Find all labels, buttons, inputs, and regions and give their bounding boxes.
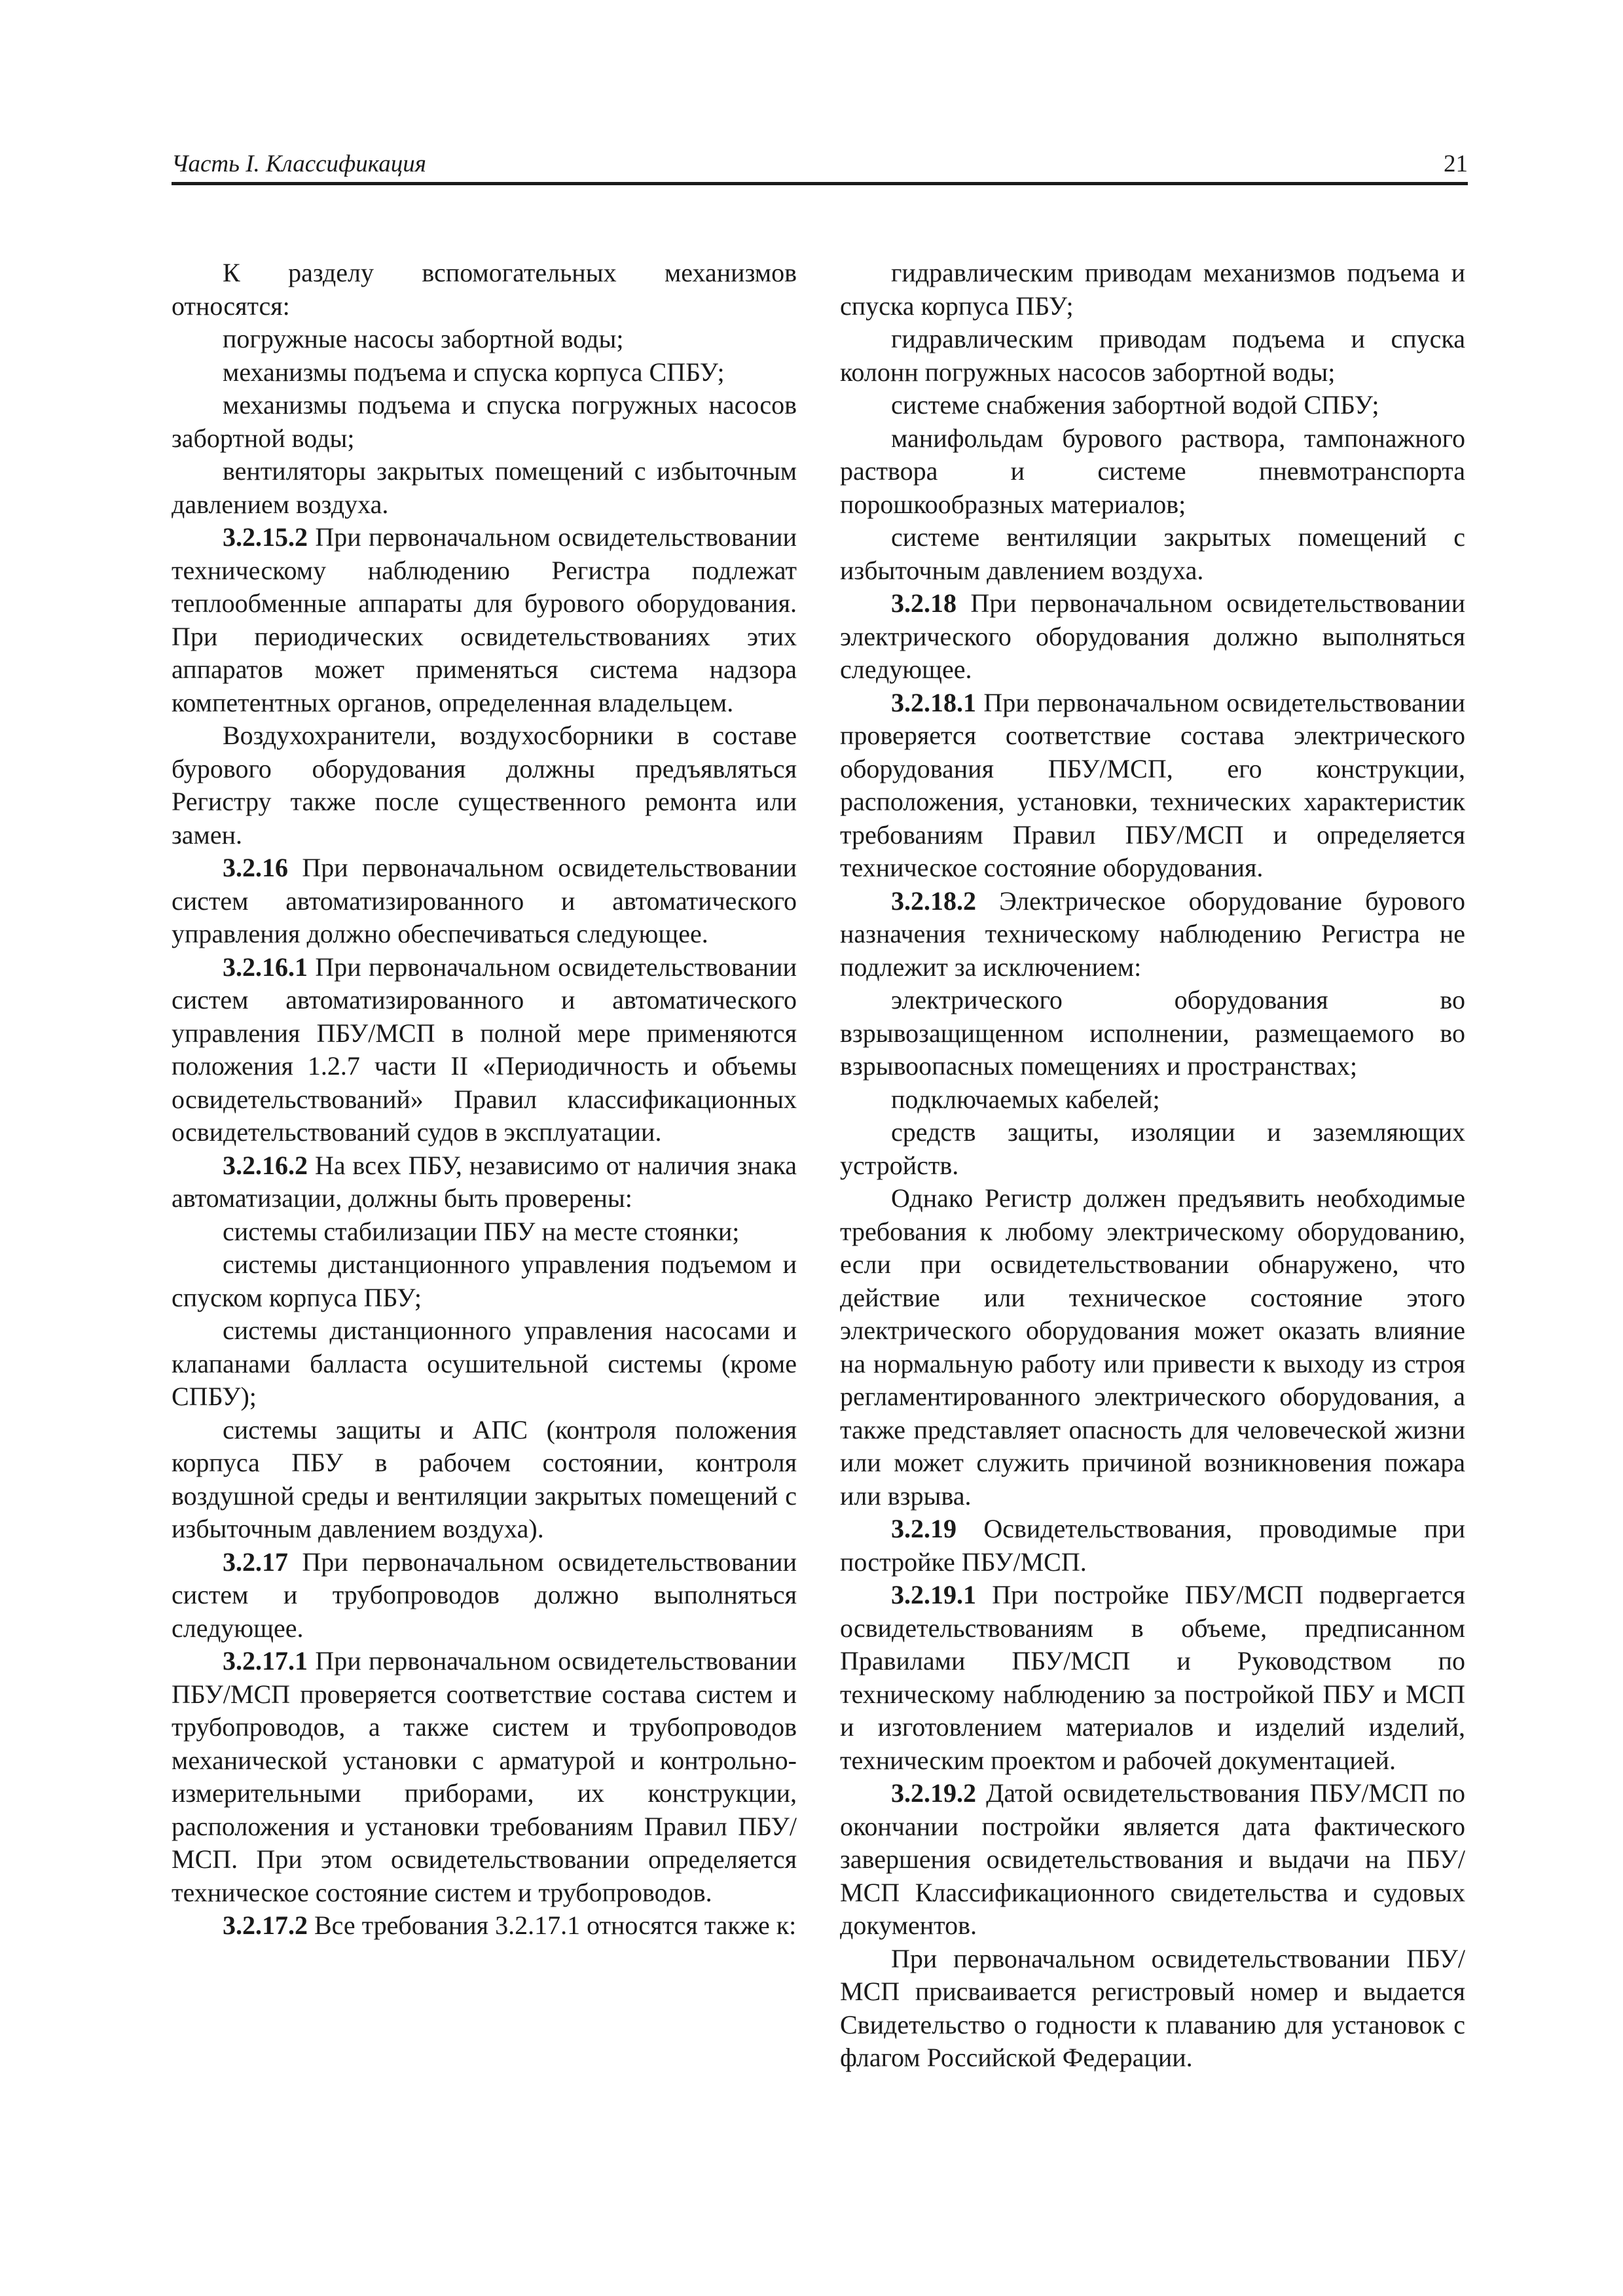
list-item: гидравлическим приводам подъема и спуска колонн погружных насосов забортной воды; xyxy=(840,324,1465,387)
list-item: погружные насосы забортной воды; xyxy=(223,324,624,353)
list-item: подключаемых кабелей; xyxy=(891,1084,1160,1114)
running-header xyxy=(172,144,1468,185)
paragraph: 3.2.19.1 При постройке ПБУ/МСП подвергается освидетельствованиям в объеме, предписанном Правилами ПБУ/МСП и Руководством по техническому наблюдению за постройкой ПБУ и МСП и изготовлением материалов и изделий изделий, техническим проектом и рабочей документацией. xyxy=(840,1580,1465,1775)
paragraph: 3.2.18.2 Электрическое оборудование бурового назначения техническому наблюдению Регистра не подлежит за исключением: xyxy=(840,886,1465,982)
paragraph: 3.2.17.1 При первоначальном освидетельствовании ПБУ/МСП проверяется соответствие состава систем и трубопроводов, а также систем и трубопроводов механической установки с арматурой и контрольно-измерительными приборами, их конструкции, расположения и установки требованиям Правил ПБУ/МСП. При этом освидетельствовании определяется техническое состояние систем и трубопроводов. xyxy=(172,1646,797,1907)
section-number: 3.2.18 xyxy=(891,588,957,618)
right-column xyxy=(840,257,1465,2075)
section-number: 3.2.16.2 xyxy=(223,1150,308,1180)
list-item: средств защиты, изоляции и заземляющих устройств. xyxy=(840,1117,1465,1180)
paragraph: 3.2.17 При первоначальном освидетельствовании систем и трубопроводов должно выполняться следующее. xyxy=(172,1547,797,1643)
paragraph: 3.2.18 При первоначальном освидетельствовании электрического оборудования должно выполняться следующее. xyxy=(840,588,1465,684)
paragraph: 3.2.19 Освидетельствования, проводимые при постройке ПБУ/МСП. xyxy=(840,1514,1465,1577)
list-item: системе вентиляции закрытых помещений с избыточным давлением воздуха. xyxy=(840,522,1465,585)
section-number: 3.2.17.1 xyxy=(223,1646,308,1676)
list-item: системы стабилизации ПБУ на месте стоянки; xyxy=(223,1216,740,1246)
paragraph: Воздухохранители, воздухосборники в составе бурового оборудования должны предъявляться Регистру также после существенного ремонта или замен. xyxy=(172,721,797,850)
paragraph: 3.2.19.2 Датой освидетельствования ПБУ/МСП по окончании постройки является дата фактического завершения освидетельствования и выдачи на ПБУ/МСП Классификационного свидетельства и судовых документов. xyxy=(840,1778,1465,1940)
section-number: 3.2.19 xyxy=(891,1514,957,1543)
list-item: электрического оборудования во взрывозащищенном исполнении, размещаемого во взрывоопасных помещениях и пространствах; xyxy=(840,985,1465,1081)
list-item: механизмы подъема и спуска корпуса СПБУ; xyxy=(223,357,725,387)
list-item: механизмы подъема и спуска погружных насосов забортной воды; xyxy=(172,390,797,453)
paragraph: 3.2.16.1 При первоначальном освидетельствовании систем автоматизированного и автоматического управления ПБУ/МСП в полной мере применяются положения 1.2.7 части II «Периодичность и объемы освидетельствований» Правил классификационных освидетельствований судов в эксплуатации. xyxy=(172,952,797,1147)
section-number: 3.2.17 xyxy=(223,1547,288,1577)
list-item: системе снабжения забортной водой СПБУ; xyxy=(891,390,1379,420)
paragraph: При первоначальном освидетельствовании ПБУ/МСП присваивается регистровый номер и выдается Свидетельство о годности к плаванию для установок с флагом Российской Федерации. xyxy=(840,1943,1465,2072)
section-number: 3.2.17.2 xyxy=(223,1910,308,1940)
page-number: 21 xyxy=(1444,151,1468,177)
section-number: 3.2.16.1 xyxy=(223,952,308,982)
section-number: 3.2.19.1 xyxy=(891,1580,976,1609)
list-item: вентиляторы закрытых помещений с избыточным давлением воздуха. xyxy=(172,456,797,519)
paragraph: 3.2.18.1 При первоначальном освидетельствовании проверяется соответствие состава электрического оборудования ПБУ/МСП, его конструкции, расположения, установки, технических характеристик требованиям Правил ПБУ/МСП и определяется техническое состояние оборудования. xyxy=(840,687,1465,882)
section-number: 3.2.19.2 xyxy=(891,1778,976,1808)
list-item: системы дистанционного управления подъемом и спуском корпуса ПБУ; xyxy=(172,1249,797,1312)
left-column xyxy=(172,257,797,1943)
paragraph: 3.2.15.2 При первоначальном освидетельствовании техническому наблюдению Регистра подлежат теплообменные аппараты для бурового оборудования. При периодических освидетельствованиях этих аппаратов может применяться система надзора компетентных органов, определенная владельцем. xyxy=(172,522,797,717)
section-number: 3.2.16 xyxy=(223,853,288,882)
paragraph: 3.2.16.2 На всех ПБУ, независимо от наличия знака автоматизации, должны быть проверены: xyxy=(172,1150,797,1213)
list-item: системы дистанционного управления насосами и клапанами балласта осушительной системы (кроме СПБУ); xyxy=(172,1316,797,1411)
running-title: Часть I. Классификация xyxy=(172,151,426,177)
section-number: 3.2.18.2 xyxy=(891,886,976,916)
list-item: манифольдам бурового раствора, тампонажного раствора и системе пневмотранспорта порошкообразных материалов; xyxy=(840,423,1465,519)
list-item: гидравлическим приводам механизмов подъема и спуска корпуса ПБУ; xyxy=(840,258,1465,321)
list-item: системы защиты и АПС (контроля положения корпуса ПБУ в рабочем состоянии, контроля воздушной среды и вентиляции закрытых помещений с избыточным давлением воздуха). xyxy=(172,1414,797,1543)
paragraph: 3.2.16 При первоначальном освидетельствовании систем автоматизированного и автоматического управления должно обеспечиваться следующее. xyxy=(172,853,797,948)
paragraph: К разделу вспомогательных механизмов относятся: xyxy=(172,258,797,321)
section-number: 3.2.15.2 xyxy=(223,522,308,552)
section-number: 3.2.18.1 xyxy=(891,687,976,717)
paragraph: 3.2.17.2 Все требования 3.2.17.1 относятся также к: xyxy=(223,1910,797,1940)
paragraph: Однако Регистр должен предъявить необходимые требования к любому электрическому оборудованию, если при освидетельствовании обнаружено, что действие или техническое состояние этого электрического оборудования может оказать влияние на нормальную работу или привести к выходу из строя регламентированного электрического оборудования, а также представляет опасность для человеческой жизни или может служить причиной возникновения пожара или взрыва. xyxy=(840,1183,1465,1511)
